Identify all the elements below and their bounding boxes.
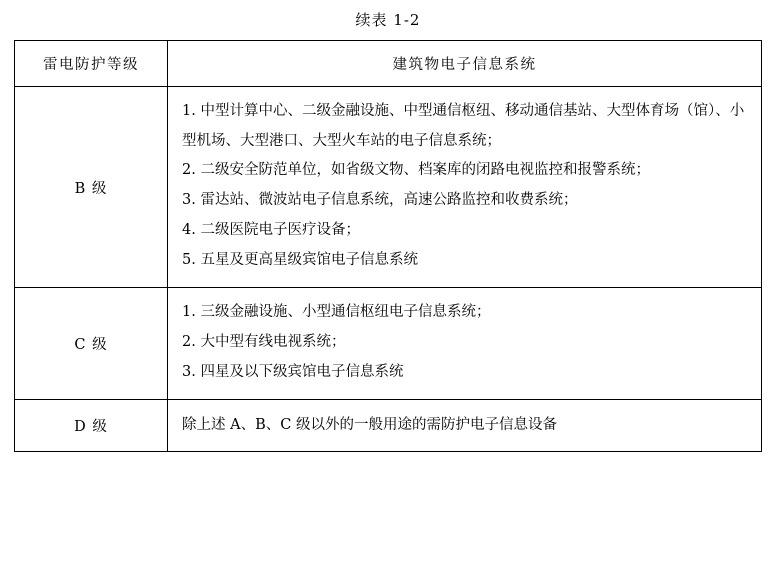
list-item: 1. 中型计算中心、二级金融设施、中型通信枢纽、移动通信基站、大型体育场（馆）、小型机场、大型港口、大型火车站的电子信息系统； bbox=[182, 103, 745, 149]
table-row bbox=[15, 87, 762, 288]
lightning-protection-table bbox=[14, 40, 762, 452]
level-cell-b bbox=[15, 87, 168, 288]
level-label-d: D 级 bbox=[74, 419, 108, 436]
content-cell-d bbox=[168, 400, 762, 451]
level-cell-d bbox=[15, 400, 168, 451]
list-item: 3. 雷达站、微波站电子信息系统，高速公路监控和收费系统； bbox=[182, 192, 578, 209]
list-item: 2. 二级安全防范单位，如省级文物、档案库的闭路电视监控和报警系统； bbox=[182, 162, 650, 179]
level-label-c: C 级 bbox=[74, 337, 108, 354]
content-cell-c bbox=[168, 288, 762, 400]
table-row bbox=[15, 400, 762, 451]
header-cell-level: 雷电防护等级 bbox=[15, 41, 168, 87]
list-item: 除上述 A、B、C 级以外的一般用途的需防护电子信息设备 bbox=[182, 417, 557, 434]
list-item: 4. 二级医院电子医疗设备； bbox=[182, 221, 360, 238]
table-row bbox=[15, 288, 762, 400]
level-label-b: B 级 bbox=[74, 180, 108, 197]
table-header-row bbox=[15, 41, 762, 87]
content-cell-b bbox=[168, 87, 762, 288]
table-caption: 续表 1-2 bbox=[355, 11, 421, 29]
level-cell-c bbox=[15, 288, 168, 400]
header-cell-system: 建筑物电子信息系统 bbox=[168, 41, 762, 87]
list-item: 1. 三级金融设施、小型通信枢纽电子信息系统； bbox=[182, 304, 491, 321]
list-item: 2. 大中型有线电视系统； bbox=[182, 334, 346, 351]
list-item: 5. 五星及更高星级宾馆电子信息系统 bbox=[182, 251, 418, 268]
list-item: 3. 四星及以下级宾馆电子信息系统 bbox=[182, 363, 404, 380]
